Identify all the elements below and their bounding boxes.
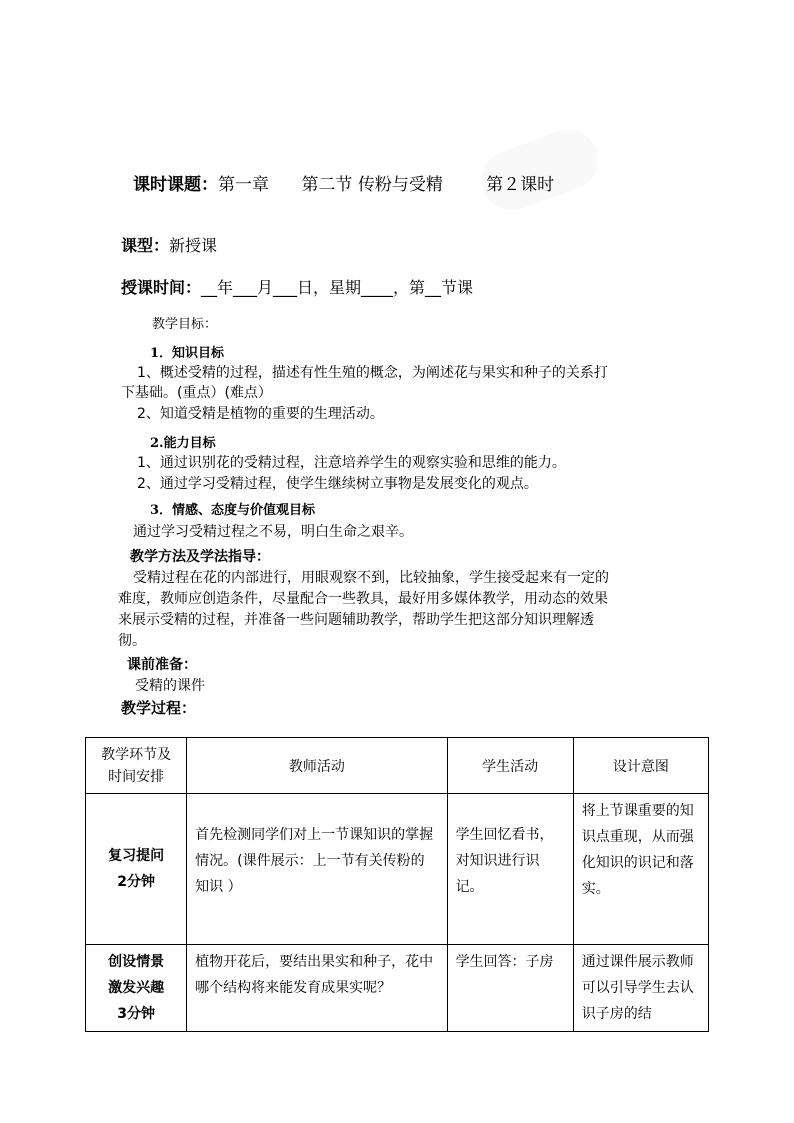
stage-line-1: 创设情景 <box>108 954 165 970</box>
table-row <box>86 945 709 1032</box>
student-cell: 学生回答：子房 <box>447 945 573 1032</box>
teacher-cell: 植物开花后，要结出果实和种子，花中哪个结构将来能发育成果实呢？ <box>187 945 447 1032</box>
stage-cell <box>86 794 187 945</box>
knowledge-item-2: 2、知道受精是植物的重要的生理活动。 <box>137 406 384 422</box>
table-header-row <box>86 738 709 794</box>
header-cell-teacher: 教师活动 <box>187 738 447 794</box>
intent-cell: 通过课件展示教师可以引导学生去认识子房的结 <box>573 945 708 1032</box>
methods-line-1: 受精过程在花的内部进行，用眼观察不到，比较抽象，学生接受起来有一定的 <box>133 570 609 586</box>
stage-line-2: 激发兴趣 <box>108 980 165 996</box>
methods-line-2: 难度，教师应创造条件，尽量配合一些教具，最好用多媒体教学，用动态的效果 <box>118 591 608 607</box>
process-heading: 教学过程： <box>121 699 197 717</box>
knowledge-item-1a: 1、概述受精的过程，描述有性生殖的概念，为阐述花与果实和种子的关系打 <box>137 365 608 381</box>
preparation-heading: 课前准备： <box>127 657 197 673</box>
stage-cell <box>86 945 187 1032</box>
stage-line-1: 复习提问 <box>108 848 165 864</box>
teach-time: 授课时间：__年___月___日，星期____，第__节课 <box>121 278 474 297</box>
page-title: 课时课题：第一章 第二节 传粉与受精 第２课时 <box>133 175 555 195</box>
emotion-heading: 3．情感、态度与价值观目标 <box>150 503 316 518</box>
ability-item-1: 1、通过识别花的受精过程，注意培养学生的观察实验和思维的能力。 <box>137 455 566 471</box>
ability-heading: 2.能力目标 <box>150 436 216 451</box>
knowledge-heading: 1．知识目标 <box>150 346 225 361</box>
process-table <box>85 737 709 1032</box>
methods-line-4: 彻。 <box>118 633 146 649</box>
ability-item-2: 2、通过学习受精过程，使学生继续树立事物是发展变化的观点。 <box>137 476 538 492</box>
methods-heading: 教学方法及学法指导： <box>130 549 270 565</box>
student-cell: 学生回忆看书，对知识进行识记。 <box>447 794 573 945</box>
objectives-heading: 教学目标： <box>152 317 218 332</box>
teacher-cell: 首先检测同学们对上一节课知识的掌握情况。(课件展示：上一节有关传粉的知识 ） <box>187 794 447 945</box>
header-cell-stage <box>86 738 187 794</box>
header-stage-line-2: 时间安排 <box>108 768 165 785</box>
emotion-item-1: 通过学习受精过程之不易，明白生命之艰辛。 <box>133 524 413 540</box>
header-cell-student: 学生活动 <box>447 738 573 794</box>
stage-line-3: 3分钟 <box>117 1006 155 1022</box>
intent-cell: 将上节课重要的知识点重现，从而强化知识的识记和落实。 <box>573 794 708 945</box>
methods-line-3: 来展示受精的过程，并准备一些问题辅助教学，帮助学生把这部分知识理解透 <box>118 612 594 628</box>
lesson-type: 课型：新授课 <box>121 236 218 255</box>
header-stage-line-1: 教学环节及 <box>101 746 172 763</box>
stage-line-2: 2分钟 <box>117 874 155 890</box>
header-cell-intent: 设计意图 <box>573 738 708 794</box>
preparation-value: 受精的课件 <box>135 678 205 694</box>
table-row <box>86 794 709 945</box>
knowledge-item-1b: 下基础。(重点）(难点） <box>121 385 272 401</box>
